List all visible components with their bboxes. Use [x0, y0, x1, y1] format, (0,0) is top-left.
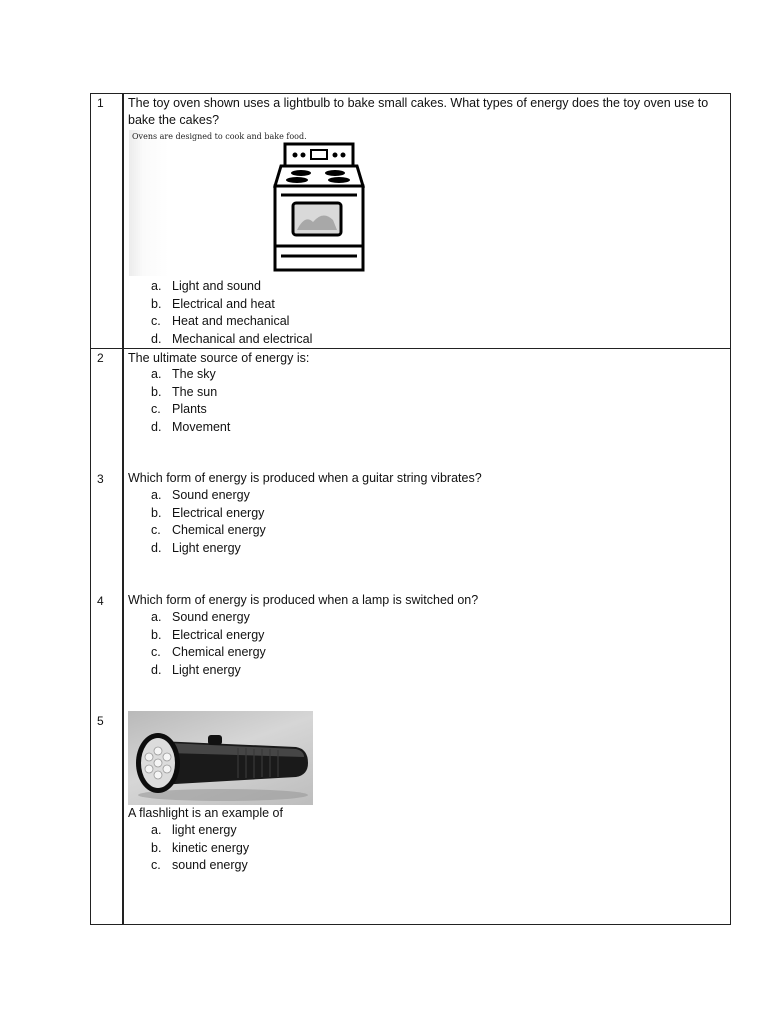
question-number: 4: [97, 594, 104, 608]
answer-option[interactable]: a. Light and sound: [151, 279, 261, 293]
question-number: 3: [97, 472, 104, 486]
question-number: 5: [97, 714, 104, 728]
answer-option[interactable]: a. The sky: [151, 367, 216, 381]
answer-option[interactable]: d. Mechanical and electrical: [151, 331, 313, 346]
answer-options: [128, 487, 266, 557]
flashlight-photo: [128, 711, 313, 805]
question-text: Which form of energy is produced when a guitar string vibrates?: [128, 471, 482, 485]
answer-option[interactable]: c. sound energy: [151, 858, 248, 873]
answer-options: [128, 366, 230, 436]
answer-option[interactable]: b. kinetic energy: [151, 840, 250, 855]
answer-option[interactable]: c. Chemical energy: [151, 523, 266, 538]
answer-option[interactable]: b. Electrical and heat: [151, 296, 275, 311]
answer-options: [128, 278, 312, 348]
answer-option[interactable]: d. Light energy: [151, 540, 241, 555]
answer-option[interactable]: d. Movement: [151, 419, 231, 434]
answer-option[interactable]: a. Sound energy: [151, 610, 250, 624]
answer-option[interactable]: b. Electrical energy: [151, 627, 265, 642]
question-text: The toy oven shown uses a lightbulb to bake small cakes. What types of energy does the toy oven use to bake the cakes?: [128, 96, 709, 127]
answer-options: [128, 609, 266, 679]
oven-image: [129, 130, 365, 276]
answer-option[interactable]: a. Sound energy: [151, 488, 250, 502]
answer-options: [128, 822, 249, 875]
answer-option[interactable]: b. The sun: [151, 384, 218, 399]
question-text: Which form of energy is produced when a lamp is switched on?: [128, 593, 479, 607]
question-number: 2: [97, 351, 104, 365]
answer-option[interactable]: c. Chemical energy: [151, 645, 266, 660]
answer-option[interactable]: a. light energy: [151, 823, 237, 837]
answer-option[interactable]: c. Plants: [151, 402, 207, 417]
image-caption: Ovens are designed to cook and bake food.: [132, 132, 307, 141]
number-column-divider: [122, 94, 124, 924]
worksheet-table: [90, 93, 731, 925]
question-number: 1: [97, 96, 104, 110]
question-text: The ultimate source of energy is:: [128, 351, 310, 365]
flashlight-icon: [128, 711, 313, 805]
answer-option[interactable]: b. Electrical energy: [151, 505, 265, 520]
answer-option[interactable]: d. Light energy: [151, 662, 241, 677]
oven-icon: [273, 142, 365, 272]
question-text: A flashlight is an example of: [128, 806, 283, 820]
answer-option[interactable]: c. Heat and mechanical: [151, 314, 290, 329]
